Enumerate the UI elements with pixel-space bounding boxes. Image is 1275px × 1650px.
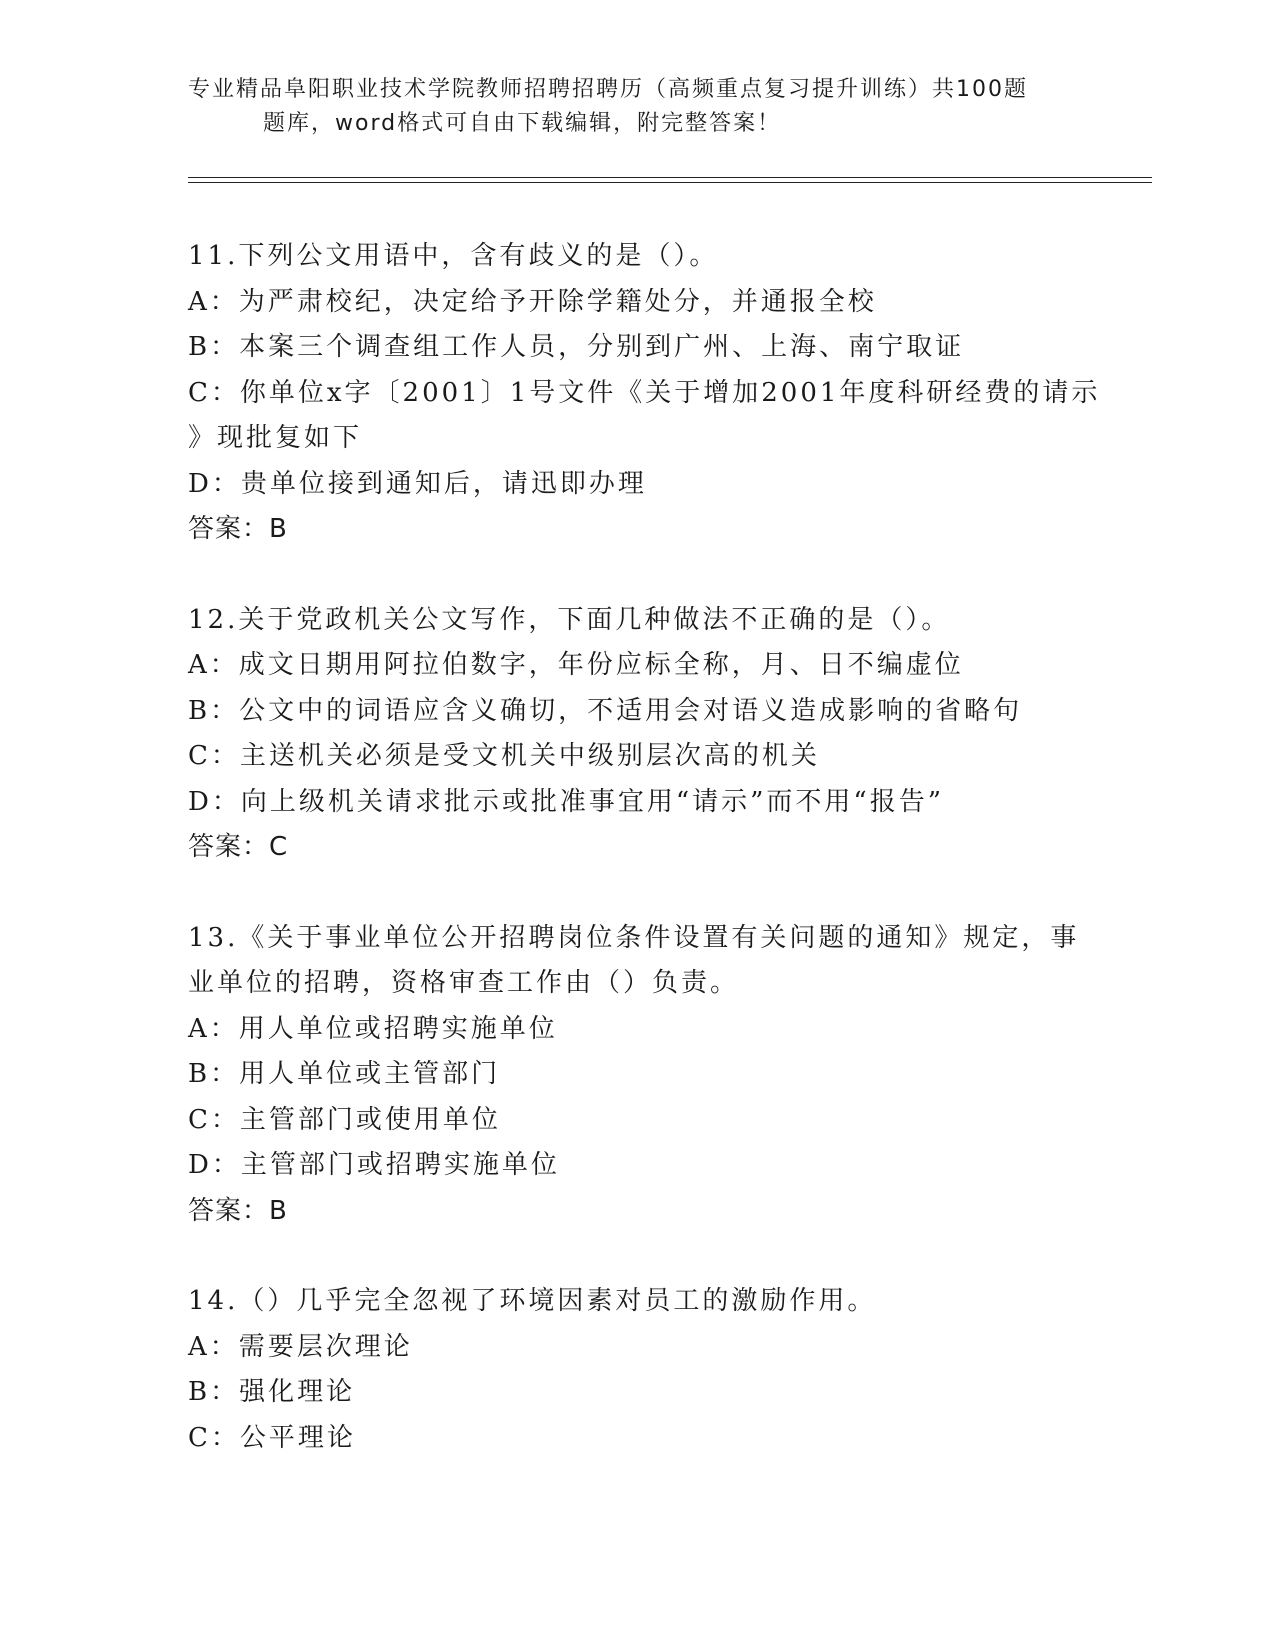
answer-option: A：需要层次理论: [188, 1331, 413, 1362]
question-block: [188, 916, 1088, 1235]
header-divider-top: [188, 177, 1152, 178]
answer-option: B：强化理论: [188, 1377, 356, 1407]
answer-option: B：公文中的词语应含义确切，不适用会对语义造成影响的省略句: [188, 695, 1023, 726]
answer-option: A：用人单位或招聘实施单位: [188, 1013, 558, 1044]
document-title-line-2: 题库，word格式可自由下载编辑，附完整答案！: [263, 111, 782, 136]
answer-key: 答案：C: [188, 832, 289, 862]
answer-option: 》现批复如下: [188, 423, 363, 453]
answer-key: 答案：B: [188, 514, 288, 544]
answer-option: A：为严肃校纪，决定给予开除学籍处分，并通报全校: [188, 286, 877, 317]
question-stem: 14.（）几乎完全忽视了环境因素对员工的激励作用。: [188, 1286, 877, 1316]
question-block: [188, 234, 1101, 553]
answer-option: D：主管部门或招聘实施单位: [188, 1150, 560, 1180]
answer-option: D：贵单位接到通知后，请迅即办理: [188, 468, 647, 499]
header-divider-bottom: [188, 182, 1152, 183]
question-list: [188, 234, 1101, 1506]
question-stem: 13.《关于事业单位公开招聘岗位条件设置有关问题的通知》规定，事: [188, 922, 1080, 953]
answer-option: C：主送机关必须是受文机关中级别层次高的机关: [188, 741, 820, 771]
document-title-line-1: 专业精品阜阳职业技术学院教师招聘招聘历（高频重点复习提升训练）共100题: [188, 77, 1028, 102]
question-stem: 12.关于党政机关公文写作，下面几种做法不正确的是（）。: [188, 604, 951, 635]
question-stem: 11.下列公文用语中，含有歧义的是（）。: [188, 241, 719, 271]
question-block: [188, 1279, 1088, 1461]
answer-option: D：向上级机关请求批示或批准事宜用“请示”而不用“报告”: [188, 786, 945, 817]
answer-option: B：用人单位或主管部门: [188, 1059, 501, 1089]
answer-option: A：成文日期用阿拉伯数字，年份应标全称，月、日不编虚位: [188, 650, 964, 680]
answer-option: C：公平理论: [188, 1422, 356, 1453]
answer-option: C：主管部门或使用单位: [188, 1104, 501, 1135]
answer-option: B：本案三个调查组工作人员，分别到广州、上海、南宁取证: [188, 332, 965, 362]
answer-option: C：你单位x字〔2001〕1号文件《关于增加2001年度科研经费的请示: [188, 377, 1101, 408]
question-stem: 业单位的招聘，资格审查工作由（）负责。: [188, 968, 740, 998]
question-block: [188, 598, 1088, 871]
answer-key: 答案：B: [188, 1195, 288, 1226]
